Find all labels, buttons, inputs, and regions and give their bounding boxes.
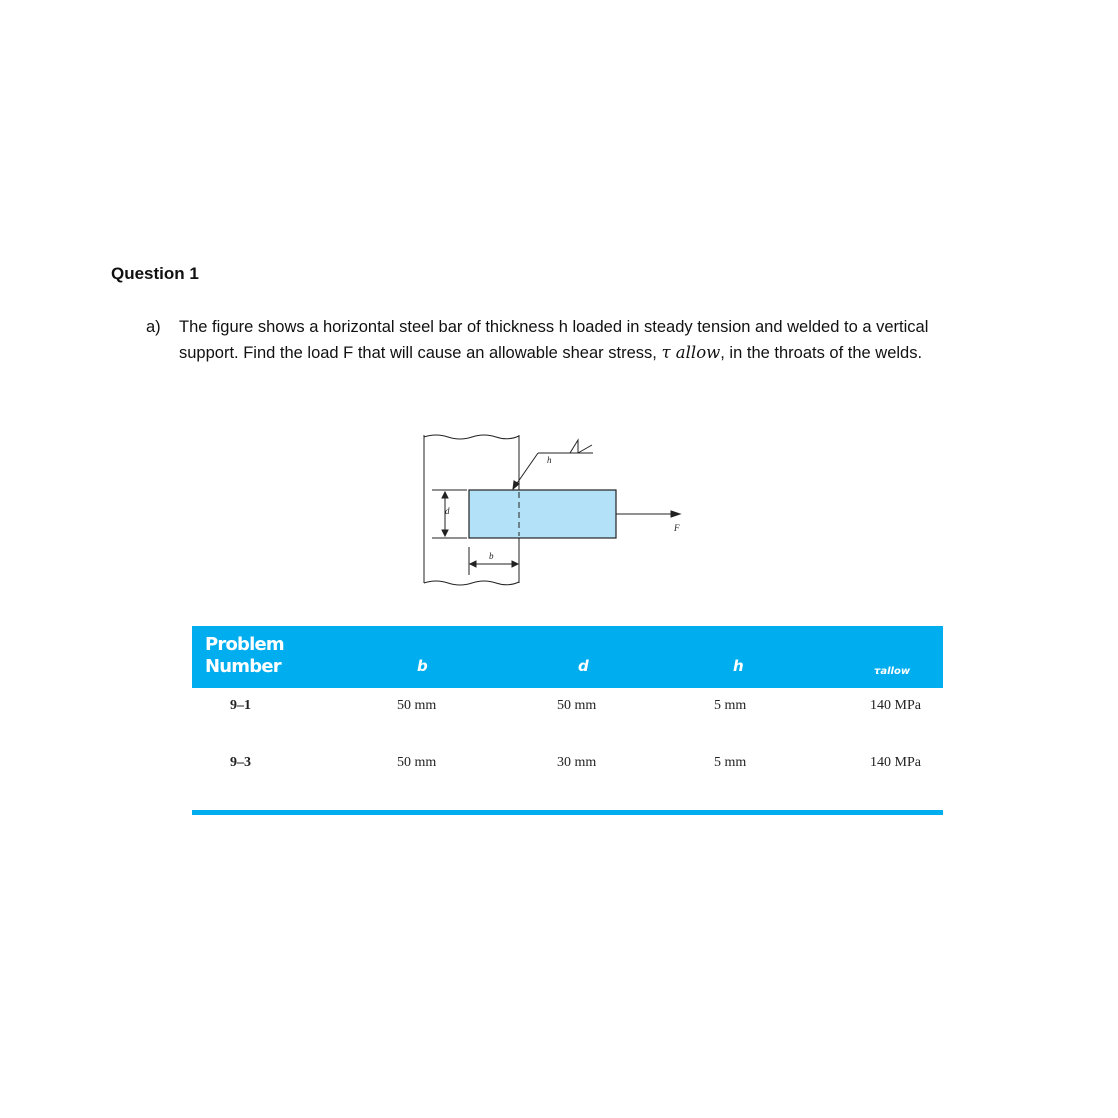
d-label: d <box>445 506 450 516</box>
cell-tau-allow: 140 MPa <box>870 755 921 770</box>
b-label: b <box>489 551 494 561</box>
table-row <box>192 688 943 745</box>
cell-h: 5 mm <box>714 755 747 770</box>
header-problem-line1: Problem <box>205 634 284 655</box>
header-problem-number <box>205 634 284 678</box>
F-label: F <box>674 523 680 533</box>
weld-diagram <box>410 425 700 600</box>
h-label: h <box>547 455 552 465</box>
table-bottom-rule <box>192 810 943 815</box>
question-text-main: The figure shows a horizontal steel bar of thickness h loaded in steady tension and welded to a vertical support. Find the load F that will cause an allowable shear stress, <box>179 318 929 362</box>
b-dimension <box>469 547 519 575</box>
part-marker: a) <box>146 318 161 336</box>
cell-d: 50 mm <box>557 698 597 713</box>
question-text <box>179 315 976 366</box>
cell-b: 50 mm <box>397 755 437 770</box>
cell-d: 30 mm <box>557 755 597 770</box>
cell-h: 5 mm <box>714 698 747 713</box>
header-b: b <box>417 657 428 675</box>
cell-problem: 9–1 <box>230 698 251 713</box>
question-part-a <box>146 315 976 366</box>
table-header <box>192 626 943 688</box>
d-dimension <box>432 490 467 538</box>
header-h: h <box>733 657 744 675</box>
table-row <box>192 745 943 802</box>
header-problem-line2: Number <box>205 656 281 677</box>
cell-problem: 9–3 <box>230 755 251 770</box>
weld-figure <box>410 425 700 600</box>
cell-tau-allow: 140 MPa <box>870 698 921 713</box>
question-title: Question 1 <box>111 264 199 283</box>
problem-table <box>192 626 943 802</box>
cell-b: 50 mm <box>397 698 437 713</box>
header-tau-allow: τallow <box>874 666 911 677</box>
header-d: d <box>578 657 589 675</box>
question-text-end: , in the throats of the welds. <box>720 344 923 362</box>
load-arrow <box>616 511 680 517</box>
steel-bar <box>469 490 616 538</box>
tau-allow-symbol: τ allow <box>661 343 721 362</box>
weld-symbol <box>513 440 593 489</box>
